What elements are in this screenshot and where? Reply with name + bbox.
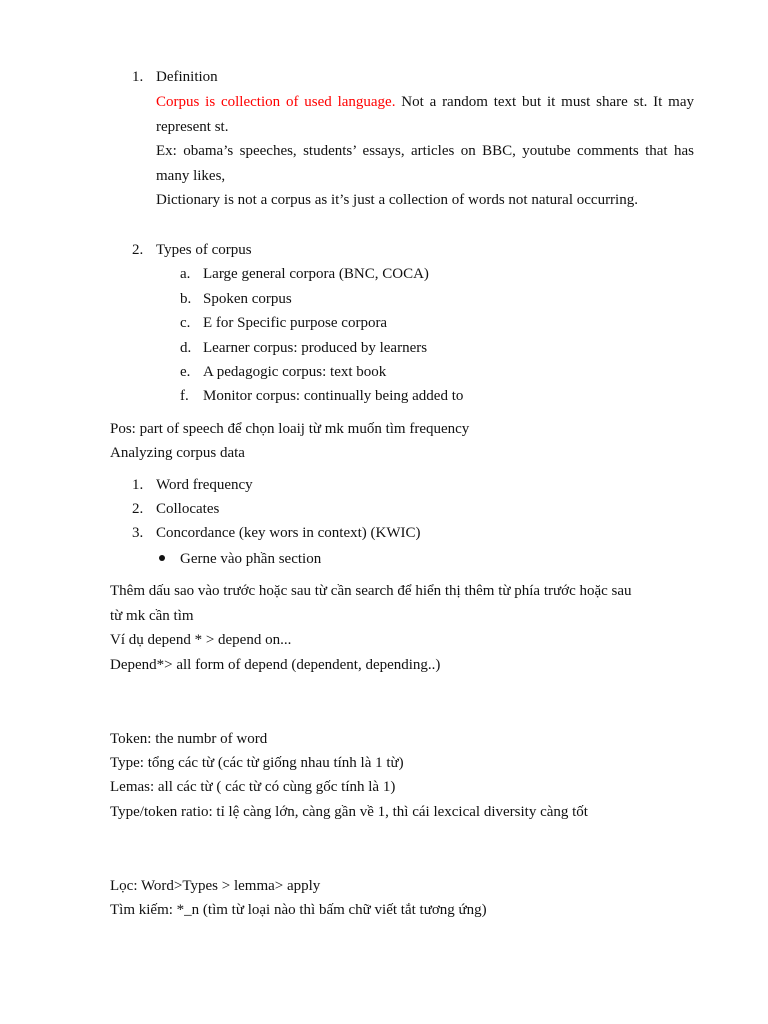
analyzing-item: Word frequency (156, 477, 253, 493)
ratio-line: Type/token ratio: tỉ lệ càng lớn, càng gần về 1, thì cái lexcical diversity càng tốt (110, 804, 588, 820)
corpus-definition-highlight: Corpus is collection of used language. (156, 94, 396, 110)
pos-line: Pos: part of speech để chọn loaij từ mk muốn tìm frequency (110, 421, 470, 437)
search-note-line-2: từ mk cần tìm (110, 608, 194, 624)
list-marker: 1. (132, 69, 144, 85)
corpus-type-item: Spoken corpus (203, 291, 292, 307)
sublist-marker: c. (180, 315, 191, 331)
sublist-marker: f. (180, 388, 189, 404)
sublist-marker: a. (180, 266, 191, 282)
list-marker: 2. (132, 501, 144, 517)
analyzing-item: Concordance (key wors in context) (KWIC) (156, 525, 421, 541)
corpus-type-item: A pedagogic corpus: text book (203, 364, 387, 380)
analyzing-item: Collocates (156, 501, 220, 517)
token-line: Token: the numbr of word (110, 731, 268, 747)
filter-line: Lọc: Word>Types > lemma> apply (110, 878, 321, 894)
lemas-line: Lemas: all các từ ( các từ có cùng gốc tính là 1) (110, 779, 396, 795)
corpus-type-item: Monitor corpus: continually being added to (203, 388, 464, 404)
corpus-type-item: E for Specific purpose corpora (203, 315, 388, 331)
sublist-marker: e. (180, 364, 191, 380)
analyzing-heading: Analyzing corpus data (110, 445, 245, 461)
sublist-marker: d. (180, 340, 192, 356)
list-marker: 1. (132, 477, 144, 493)
depend-forms-line: Depend*> all form of depend (dependent, depending..) (110, 657, 441, 673)
list-marker: 3. (132, 525, 144, 541)
corpus-definition-rest: Not a random text but it must share st. It may represent st. (156, 94, 694, 135)
bullet-icon (159, 555, 165, 561)
corpus-definition-paragraph (156, 90, 694, 139)
corpus-type-item: Learner corpus: produced by learners (203, 340, 428, 356)
sublist-marker: b. (180, 291, 192, 307)
section-heading-types: Types of corpus (156, 242, 252, 258)
list-marker: 2. (132, 242, 144, 258)
bullet-item: Gerne vào phần section (180, 551, 322, 567)
search-note-line-1: Thêm dấu sao vào trước hoặc sau từ cần search để hiển thị thêm từ phía trước hoặc sau (110, 583, 632, 599)
corpus-type-item: Large general corpora (BNC, COCA) (203, 266, 429, 282)
section-heading-definition: Definition (156, 69, 218, 85)
example-depend-line: Ví dụ depend * > depend on... (110, 632, 292, 648)
dictionary-paragraph: Dictionary is not a corpus as it’s just a collection of words not natural occurring. (156, 192, 638, 208)
type-line: Type: tổng các từ (các từ giống nhau tính là 1 từ) (110, 755, 404, 771)
search-line: Tìm kiếm: *_n (tìm từ loại nào thì bấm chữ viết tắt tương ứng) (110, 902, 487, 918)
corpus-example-paragraph: Ex: obama’s speeches, students’ essays, articles on BBC, youtube comments that has many likes, (156, 143, 694, 184)
